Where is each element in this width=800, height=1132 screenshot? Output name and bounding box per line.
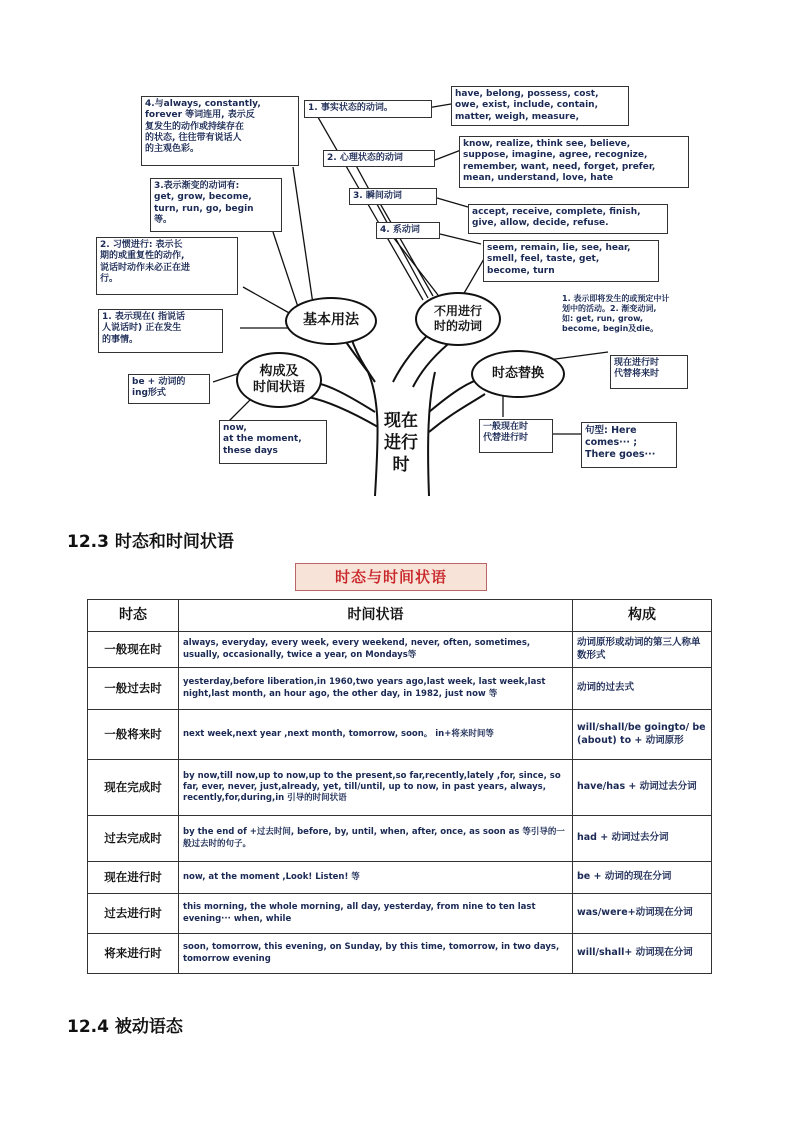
verb-group-4-list: seem, remain, lie, see, hear, smell, feel, taste, get, become, turn [483,240,659,282]
adverbs-cell: now, at the moment ,Look! Listen! 等 [179,862,573,894]
tense-cell: 过去完成时 [88,816,179,862]
present-progressive-mindmap [93,82,705,496]
tense-cell: 将来进行时 [88,934,179,974]
table-banner: 时态与时间状语 [295,563,487,591]
header-adverbs: 时间状语 [179,600,573,632]
header-tense: 时态 [88,600,179,632]
verb-group-4-label: 4. 系动词 [376,222,440,239]
verb-group-2-list: know, realize, think see, believe, suppose, imagine, agree, recognize, remember, want, need, forget, prefer, mean, understand, love, hate [459,136,689,188]
section-12-3-heading: 12.3 时态和时间状语 [67,532,234,552]
section-12-4-heading: 12.4 被动语态 [67,1017,183,1037]
header-form: 构成 [573,600,712,632]
adverbs-cell: yesterday,before liberation,in 1960,two years ago,last week, last week,last night,last month, an hour ago, the other day, in 1982, just now 等 [179,668,573,710]
table-row [88,668,712,710]
form-cell: be + 动词的现在分词 [573,862,712,894]
future-substitution-note: 1. 表示即将发生的或预定中计 划中的活动。2. 渐变动词, 如: get, run, grow, become, begin及die。 [559,292,717,348]
table-row [88,934,712,974]
table-row [88,894,712,934]
form-cell: have/has + 动词过去分词 [573,760,712,816]
structure-and-adverbs-oval: 构成及 时间状语 [236,352,322,408]
table-row [88,632,712,668]
form-cell: will/shall+ 动词现在分词 [573,934,712,974]
not-progressive-verbs-oval: 不用进行 时的动词 [415,292,501,346]
tense-adverbs-table-figure [87,563,714,975]
table-row [88,862,712,894]
tense-cell: 现在完成时 [88,760,179,816]
adverbs-cell: soon, tomorrow, this evening, on Sunday, by this time, tomorrow, in two days, tomorrow evening [179,934,573,974]
adverbs-cell: by now,till now,up to now,up to the present,so far,recently,lately ,for, since, so far, ever, never, just,already, yet, till/until, up to now, in past years, always, recently,for,during,in 引导的时间状语 [179,760,573,816]
verb-group-2-label: 2. 心理状态的动词 [323,150,435,167]
form-cell: was/were+动词现在分词 [573,894,712,934]
structure-adverbs-box: now, at the moment, these days [219,420,327,464]
structure-form-box: be + 动词的 ing形式 [128,374,210,404]
verb-group-1-list: have, belong, possess, cost, owe, exist, include, contain, matter, weigh, measure, [451,86,629,126]
verb-group-1-label: 1. 事实状态的动词。 [304,100,432,118]
adverbs-cell: always, everyday, every week, every weekend, never, often, sometimes, usually, occasionally, twice a year, on Mondays等 [179,632,573,668]
verb-group-3-list: accept, receive, complete, finish, give, allow, decide, refuse. [468,204,668,234]
form-cell: 动词的过去式 [573,668,712,710]
tense-cell: 过去进行时 [88,894,179,934]
tense-substitution-oval: 时态替换 [471,350,565,398]
tense-cell: 一般过去时 [88,668,179,710]
table-row [88,710,712,760]
table-header-row [88,600,712,632]
usage-4-box: 4.与always, constantly, forever 等词连用, 表示反 复发生的动作或持续存在 的状态, 往往带有说话人 的主观色彩。 [141,96,299,166]
adverbs-cell: by the end of +过去时间, before, by, until, when, after, once, as soon as 等引导的一般过去时的句子。 [179,816,573,862]
adverbs-cell: next week,next year ,next month, tomorrow, soon。 in+将来时间等 [179,710,573,760]
form-cell: 动词原形或动词的第三人称单数形式 [573,632,712,668]
form-cell: will/shall/be goingto/ be (about) to + 动词原形 [573,710,712,760]
tense-cell: 一般现在时 [88,632,179,668]
usage-3-box: 3.表示渐变的动词有: get, grow, become, turn, run, go, begin 等。 [150,178,282,232]
tense-cell: 现在进行时 [88,862,179,894]
table-row [88,816,712,862]
table-row [88,760,712,816]
simple-for-progressive-box: 一般现在时 代替进行时 [479,419,553,453]
adverbs-cell: this morning, the whole morning, all day, yesterday, from nine to ten last evening··· when, while [179,894,573,934]
present-progressive-trunk-label: 现在 进行 时 [384,411,418,476]
tense-adverbs-table [87,599,712,974]
form-cell: had + 动词过去分词 [573,816,712,862]
progressive-for-future-box: 现在进行时 代替将来时 [610,355,688,389]
basic-usage-oval: 基本用法 [285,297,377,345]
usage-1-box: 1. 表示现在( 指说话 人说话时) 正在发生 的事情。 [98,309,223,353]
tense-cell: 一般将来时 [88,710,179,760]
here-comes-pattern-box: 句型: Here comes··· ; There goes··· [581,422,677,468]
verb-group-3-label: 3. 瞬间动词 [349,188,437,205]
usage-2-box: 2. 习惯进行: 表示长 期的或重复性的动作, 说话时动作未必正在进 行。 [96,237,238,295]
